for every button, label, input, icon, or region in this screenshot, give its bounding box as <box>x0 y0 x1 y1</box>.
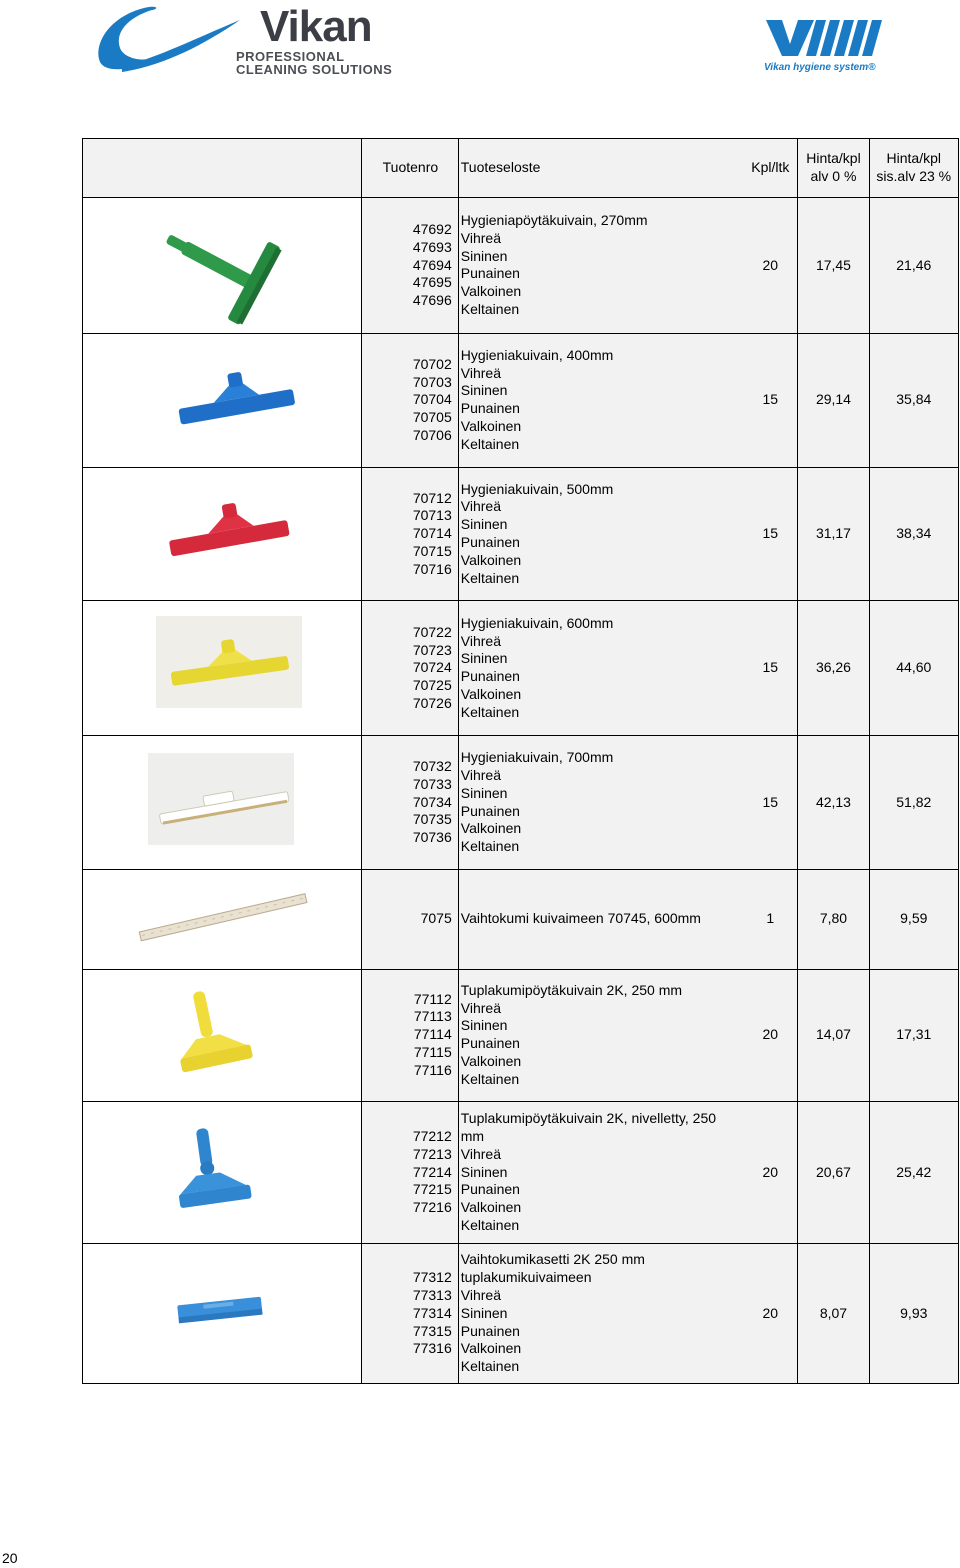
product-code: 77314 <box>412 1304 452 1321</box>
color-option: Vihreä <box>460 1287 501 1304</box>
color-option: Valkoinen <box>460 417 522 434</box>
product-description <box>458 198 743 334</box>
product-code: 70716 <box>412 560 452 577</box>
pack-quantity: 1 <box>743 869 798 969</box>
product-code: 77115 <box>413 1044 452 1061</box>
product-title: Vaihtokumi kuivaimeen 70745, 600mm <box>460 910 701 927</box>
product-image-cell <box>83 1101 362 1244</box>
product-code: 77316 <box>412 1340 452 1357</box>
product-code: 47695 <box>412 274 452 291</box>
product-code: 70722 <box>412 623 452 640</box>
product-title: Hygieniakuivain, 500mm <box>460 480 614 497</box>
price-ex-vat: 31,17 <box>798 467 869 601</box>
product-title: Tuplakumipöytäkuivain 2K, nivelletty, 250 mm <box>460 1110 717 1144</box>
pack-quantity: 15 <box>743 467 798 601</box>
product-code: 70724 <box>412 659 452 676</box>
product-code: 77315 <box>412 1322 452 1339</box>
vikan-wordmark: Vikan <box>260 2 372 51</box>
color-option: Punainen <box>460 668 520 685</box>
price-ex-vat: 29,14 <box>798 333 869 467</box>
color-option: Vihreä <box>460 632 501 649</box>
product-code: 7075 <box>420 910 452 927</box>
product-code: 77213 <box>412 1145 452 1162</box>
price-inc-vat-header-line-1: Hinta/kpl <box>886 150 941 167</box>
product-image-cell <box>83 969 362 1101</box>
color-option: Punainen <box>460 1181 520 1198</box>
price-ex-vat: 20,67 <box>798 1101 869 1244</box>
pack-quantity: 15 <box>743 601 798 736</box>
product-description <box>458 869 743 969</box>
color-option: Punainen <box>460 533 520 550</box>
product-code: 77312 <box>412 1269 452 1286</box>
product-code: 70713 <box>412 507 452 524</box>
color-option: Keltainen <box>460 1358 520 1375</box>
price-inc-vat: 9,93 <box>869 1244 958 1384</box>
price-ex-vat: 36,26 <box>798 601 869 736</box>
product-description <box>458 1101 743 1244</box>
product-code: 47696 <box>412 292 452 309</box>
product-code: 77114 <box>413 1026 452 1043</box>
price-ex-vat: 8,07 <box>798 1244 869 1384</box>
color-option: Valkoinen <box>460 820 522 837</box>
product-code: 70735 <box>412 811 452 828</box>
product-image-cell <box>83 869 362 969</box>
price-inc-vat: 25,42 <box>869 1101 958 1244</box>
product-title: Hygieniapöytäkuivain, 270mm <box>460 212 648 228</box>
price-inc-vat: 17,31 <box>869 969 958 1101</box>
hygiene-system-label: Vikan hygiene system® <box>764 62 876 73</box>
product-code: 70706 <box>412 426 452 443</box>
product-code: 70712 <box>412 489 452 506</box>
product-description <box>458 1244 743 1384</box>
price-ex-vat: 7,80 <box>798 869 869 969</box>
color-option: Sininen <box>460 1163 508 1180</box>
blue-table-squeegee-neck-icon <box>84 1103 360 1238</box>
product-title: Tuplakumipöytäkuivain 2K, 250 mm <box>460 981 683 998</box>
product-codes <box>362 736 459 870</box>
table-row <box>83 869 959 969</box>
product-code: 77212 <box>412 1127 452 1144</box>
product-codes <box>362 467 459 601</box>
color-option: Valkoinen <box>460 686 522 703</box>
price-ex-vat-column-header <box>798 139 869 198</box>
tagline-line-2: CLEANING SOLUTIONS <box>236 62 393 77</box>
product-codes <box>362 969 459 1101</box>
product-title: Hygieniakuivain, 400mm <box>460 346 614 363</box>
blue-replacement-cassette-icon <box>84 1245 360 1377</box>
product-code: 70714 <box>412 525 452 542</box>
table-row <box>83 198 959 334</box>
product-code: 70703 <box>412 373 452 390</box>
color-option: Keltainen <box>460 838 520 855</box>
product-image-cell <box>83 1244 362 1384</box>
price-ex-vat: 42,13 <box>798 736 869 870</box>
vikan-logo <box>92 0 432 82</box>
product-codes <box>362 1244 459 1384</box>
color-option: Keltainen <box>460 569 520 586</box>
pack-quantity: 15 <box>743 333 798 467</box>
blue-floor-squeegee-icon <box>84 335 360 461</box>
product-code: 77113 <box>413 1008 452 1025</box>
color-option: Valkoinen <box>460 551 522 568</box>
product-code: 70715 <box>412 542 452 559</box>
price-inc-vat-column-header <box>869 139 958 198</box>
color-option: Sininen <box>460 1017 508 1034</box>
product-code: 77214 <box>412 1163 452 1180</box>
product-code: 70734 <box>412 793 452 810</box>
product-description <box>458 969 743 1101</box>
product-code: 77116 <box>413 1061 452 1078</box>
product-codes <box>362 333 459 467</box>
color-option: Sininen <box>460 382 508 399</box>
price-inc-vat: 9,59 <box>869 869 958 969</box>
product-image-cell <box>83 467 362 601</box>
table-row <box>83 601 959 736</box>
color-option: Punainen <box>460 1322 520 1339</box>
hygiene-system-logo <box>760 14 890 80</box>
color-option: Valkoinen <box>460 1340 522 1357</box>
table-row <box>83 1244 959 1384</box>
color-option: Vihreä <box>460 498 501 515</box>
product-title: Hygieniakuivain, 600mm <box>460 614 614 631</box>
table-row <box>83 467 959 601</box>
product-description <box>458 333 743 467</box>
price-inc-vat: 38,34 <box>869 467 958 601</box>
product-code: 77215 <box>412 1181 452 1198</box>
table-header-row <box>83 139 959 198</box>
vikan-swoosh-icon <box>92 0 252 82</box>
product-image-cell <box>83 198 362 334</box>
product-image-cell <box>83 736 362 870</box>
color-option: Punainen <box>460 400 520 417</box>
pack-quantity: 15 <box>743 736 798 870</box>
color-option: Punainen <box>460 1035 520 1052</box>
table-row <box>83 1101 959 1244</box>
red-floor-squeegee-icon <box>84 469 360 595</box>
product-codes <box>362 869 459 969</box>
product-code: 77112 <box>413 990 452 1007</box>
product-codes <box>362 601 459 736</box>
product-codes <box>362 1101 459 1244</box>
pack-quantity: 20 <box>743 198 798 334</box>
pack-quantity: 20 <box>743 1244 798 1384</box>
product-table <box>82 138 959 1384</box>
product-description <box>458 601 743 736</box>
code-column-header: Tuotenro <box>362 139 459 198</box>
product-code: 47693 <box>412 238 452 255</box>
description-column-header: Tuoteseloste <box>458 139 743 198</box>
price-inc-vat: 35,84 <box>869 333 958 467</box>
color-option: Vihreä <box>460 766 501 783</box>
product-code: 70725 <box>412 677 452 694</box>
price-inc-vat: 44,60 <box>869 601 958 736</box>
product-image-cell <box>83 601 362 736</box>
product-code: 70723 <box>412 641 452 658</box>
pack-quantity: 20 <box>743 969 798 1101</box>
color-option: Sininen <box>460 247 508 264</box>
product-title: Hygieniakuivain, 700mm <box>460 749 614 766</box>
color-option: Sininen <box>460 650 508 667</box>
product-code: 70733 <box>412 775 452 792</box>
product-code: 70704 <box>412 391 452 408</box>
product-description <box>458 736 743 870</box>
tagline-line-1: PROFESSIONAL <box>236 49 345 64</box>
color-option: Vihreä <box>460 364 501 381</box>
table-row <box>83 969 959 1101</box>
product-title: Vaihtokumikasetti 2K 250 mm tuplakumikuivaimeen <box>460 1251 645 1286</box>
color-option: Sininen <box>460 1304 508 1321</box>
price-ex-vat: 17,45 <box>798 198 869 334</box>
white-floor-squeegee-icon <box>84 737 360 863</box>
product-code: 70732 <box>412 758 452 775</box>
color-option: Valkoinen <box>460 1199 522 1216</box>
color-option: Valkoinen <box>460 283 522 300</box>
product-code: 70736 <box>412 829 452 846</box>
price-ex-vat-header-line-2: alv 0 % <box>810 168 857 184</box>
table-row <box>83 736 959 870</box>
price-inc-vat-header-line-2: sis.alv 23 % <box>876 168 952 184</box>
replacement-rubber-blade-icon <box>84 871 360 963</box>
product-code: 47692 <box>412 220 452 237</box>
yellow-floor-squeegee-icon <box>84 602 360 729</box>
color-option: Sininen <box>460 516 508 533</box>
yellow-table-squeegee-icon <box>84 971 360 1095</box>
color-option: Punainen <box>460 265 520 282</box>
price-inc-vat: 51,82 <box>869 736 958 870</box>
product-code: 70726 <box>412 694 452 711</box>
product-image-cell <box>83 333 362 467</box>
price-ex-vat: 14,07 <box>798 969 869 1101</box>
price-ex-vat-header-line-1: Hinta/kpl <box>806 150 861 167</box>
color-option: Vihreä <box>460 999 501 1016</box>
table-row <box>83 333 959 467</box>
color-option: Keltainen <box>460 703 520 720</box>
product-description <box>458 467 743 601</box>
green-floor-squeegee-icon <box>84 199 360 327</box>
page-number: 20 <box>2 1550 18 1566</box>
product-code: 70705 <box>412 409 452 426</box>
color-option: Keltainen <box>460 1070 520 1087</box>
price-inc-vat: 21,46 <box>869 198 958 334</box>
color-option: Keltainen <box>460 300 520 317</box>
product-code: 77216 <box>412 1199 452 1216</box>
pack-quantity: 20 <box>743 1101 798 1244</box>
image-column-header <box>83 139 362 198</box>
color-option: Keltainen <box>460 1216 520 1233</box>
product-codes <box>362 198 459 334</box>
color-option: Vihreä <box>460 1145 501 1162</box>
color-option: Punainen <box>460 802 520 819</box>
color-option: Sininen <box>460 784 508 801</box>
color-option: Keltainen <box>460 435 520 452</box>
color-option: Vihreä <box>460 229 501 246</box>
product-code: 77313 <box>412 1287 452 1304</box>
product-code: 70702 <box>412 355 452 372</box>
color-option: Valkoinen <box>460 1052 522 1069</box>
qty-column-header: Kpl/ltk <box>743 139 798 198</box>
product-code: 47694 <box>412 256 452 273</box>
hygiene-system-stripes-icon <box>760 14 890 60</box>
